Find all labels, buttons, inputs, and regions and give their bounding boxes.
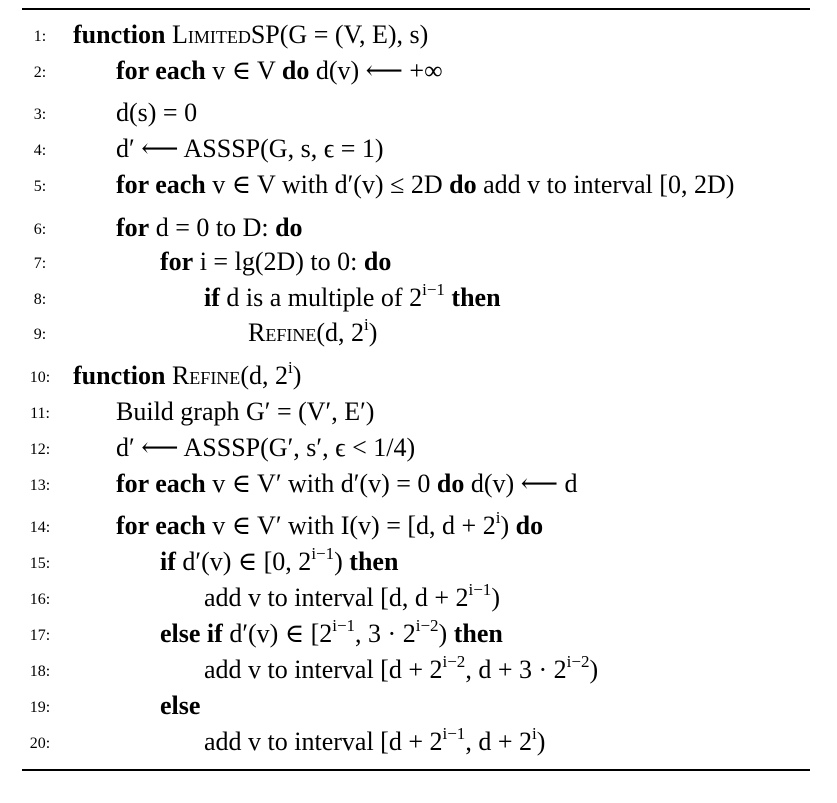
code-text: (G = (V, E), s) — [279, 20, 429, 49]
keyword: do — [449, 170, 477, 199]
line-code — [204, 580, 500, 616]
line-code — [248, 315, 377, 351]
line-number: 9: — [33, 326, 47, 343]
line-code — [116, 210, 303, 246]
code-text: (d, 2 — [316, 318, 365, 347]
line-number: 19: — [29, 699, 51, 716]
keyword: then — [453, 619, 503, 648]
superscript: i−1 — [422, 280, 445, 299]
code-text: Build graph G′ = (V′, E′) — [116, 397, 375, 426]
line-code — [204, 280, 501, 316]
line-number: 11: — [30, 405, 50, 422]
line-code — [116, 430, 415, 466]
line-code — [116, 95, 197, 131]
line-number: 10: — [29, 369, 51, 386]
line-number: 14: — [29, 519, 51, 536]
code-text: ) — [589, 655, 599, 684]
bottom-rule — [22, 769, 810, 771]
line-code — [116, 131, 384, 167]
code-text: ) — [292, 361, 302, 390]
procedure-name: Refine — [171, 361, 241, 390]
code-text: d′(v) ∈ [0, 2 — [182, 547, 312, 576]
code-text: add v to interval [d, d + 2 — [204, 583, 469, 612]
line-code — [116, 466, 577, 502]
code-text: v ∈ V′ with d′(v) = 0 — [212, 469, 431, 498]
code-text: v ∈ V′ with I(v) = [d, d + 2 — [212, 511, 496, 540]
line-number: 4: — [33, 142, 47, 159]
code-text: d′ ⟵ ASSSP(G, s, ϵ = 1) — [116, 134, 384, 163]
keyword: then — [451, 283, 501, 312]
code-text: , 3 · 2 — [355, 619, 416, 648]
code-text: add v to interval [d + 2 — [204, 727, 443, 756]
code-text: (d, 2 — [240, 361, 288, 390]
code-text: ) — [491, 583, 500, 612]
line-number: 12: — [29, 441, 51, 458]
top-rule — [22, 8, 810, 10]
superscript: i−1 — [332, 616, 356, 635]
keyword: do — [281, 56, 310, 85]
code-text: d(v) ⟵ d — [470, 469, 578, 498]
keyword: if — [204, 283, 220, 312]
keyword: do — [363, 247, 392, 276]
code-text: d′(v) ∈ [2 — [229, 619, 333, 648]
line-code — [116, 508, 543, 544]
line-code — [204, 724, 545, 760]
keyword: for each — [116, 469, 206, 498]
keyword: function — [73, 361, 166, 390]
superscript: i−2 — [566, 652, 590, 671]
code-text: ) — [334, 547, 343, 576]
line-code — [73, 358, 301, 394]
keyword: do — [436, 469, 465, 498]
superscript: i — [531, 724, 537, 743]
procedure-name: LimitedSP — [171, 20, 280, 49]
line-number: 15: — [29, 555, 51, 572]
line-code — [160, 244, 391, 280]
line-code — [160, 616, 503, 652]
line-code — [160, 544, 398, 580]
line-number: 7: — [33, 255, 47, 272]
code-text: v ∈ V — [212, 56, 276, 85]
line-code — [116, 167, 734, 203]
superscript: i−1 — [468, 580, 492, 599]
code-text: d is a multiple of 2 — [226, 283, 423, 312]
keyword: then — [349, 547, 399, 576]
line-number: 18: — [29, 663, 51, 680]
superscript: i−1 — [311, 544, 335, 563]
code-text: d = 0 to D: — [155, 213, 269, 242]
superscript: i−1 — [442, 724, 466, 743]
line-code — [73, 17, 428, 53]
code-text: add v to interval [0, 2D) — [483, 170, 735, 199]
code-text: d(s) = 0 — [116, 98, 198, 127]
code-text: add v to interval [d + 2 — [204, 655, 443, 684]
code-text: v ∈ V with d′(v) ≤ 2D — [212, 170, 443, 199]
keyword: for each — [116, 511, 206, 540]
line-code — [204, 652, 598, 688]
keyword: for — [116, 213, 150, 242]
line-number: 6: — [33, 221, 47, 238]
keyword: do — [275, 213, 303, 242]
line-number: 5: — [33, 178, 47, 195]
code-text: ) — [500, 511, 510, 540]
code-text: ) — [438, 619, 448, 648]
keyword: for each — [116, 170, 206, 199]
line-code — [116, 394, 374, 430]
line-code — [116, 53, 443, 89]
keyword: do — [515, 511, 544, 540]
line-number: 16: — [29, 591, 51, 608]
keyword: if — [160, 547, 176, 576]
superscript: i — [287, 358, 293, 377]
keyword: function — [73, 20, 166, 49]
code-text: ) — [536, 727, 546, 756]
line-code — [160, 688, 200, 724]
keyword: for — [160, 247, 194, 276]
line-number: 17: — [29, 627, 51, 644]
line-number: 13: — [29, 477, 51, 494]
superscript: i — [495, 508, 501, 527]
code-text: , d + 3 · 2 — [465, 655, 567, 684]
line-number: 1: — [33, 28, 47, 45]
superscript: i−2 — [415, 616, 439, 635]
keyword: for each — [116, 56, 206, 85]
code-text: d(v) ⟵ +∞ — [315, 56, 443, 85]
keyword: else if — [160, 619, 223, 648]
line-number: 2: — [33, 64, 47, 81]
superscript: i−2 — [442, 652, 466, 671]
code-text: d′ ⟵ ASSSP(G′, s′, ϵ < 1/4) — [116, 433, 416, 462]
superscript: i — [364, 315, 369, 334]
code-text: i = lg(2D) to 0: — [199, 247, 358, 276]
procedure-name: Refine — [248, 318, 317, 347]
code-text: , d + 2 — [465, 727, 532, 756]
keyword: else — [160, 691, 201, 720]
line-number: 20: — [29, 735, 51, 752]
line-number: 3: — [33, 106, 47, 123]
code-text: ) — [368, 318, 378, 347]
line-number: 8: — [33, 291, 47, 308]
